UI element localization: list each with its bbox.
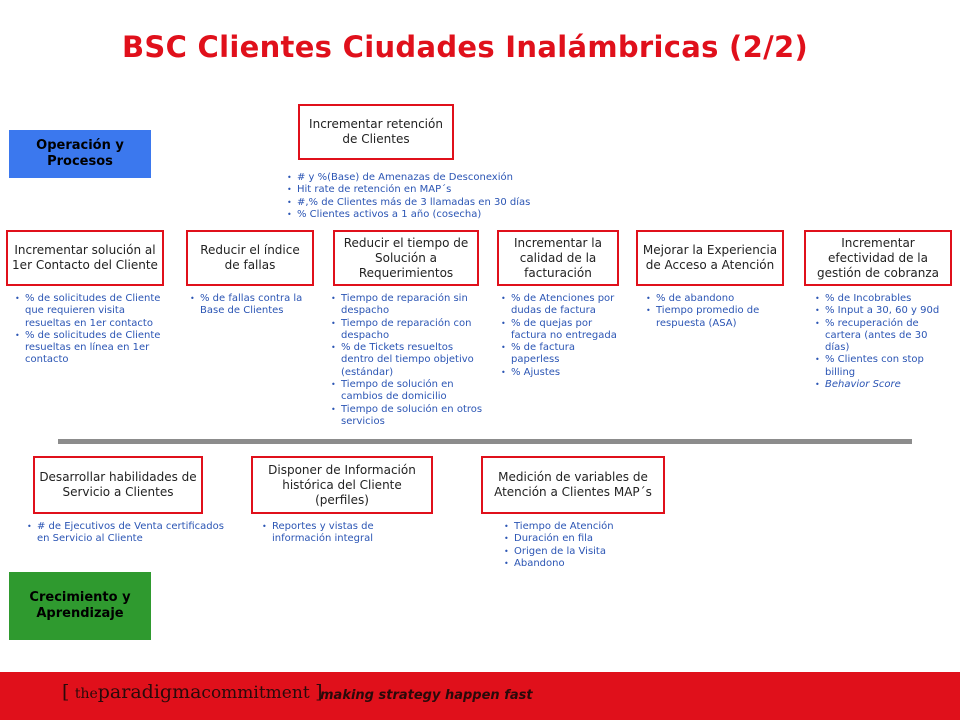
tagline: making strategy happen fast (320, 688, 533, 703)
kpi-item: • Hit rate de retención en MAP´s (287, 184, 567, 196)
kpi-list-tiempo-solucion (331, 293, 483, 428)
footer-bar (0, 672, 960, 720)
kpi-item: • # de Ejecutivos de Venta certificados en Servicio al Cliente (27, 521, 227, 546)
brand-logo (62, 681, 322, 703)
kpi-item: • Behavior Score (815, 379, 950, 391)
perspective-crecimiento-aprendizaje: Crecimiento y Aprendizaje (9, 572, 151, 640)
objective-medicion-variables: Medición de variables de Atención a Clientes MAP´s (481, 456, 665, 514)
kpi-item: • % de abandono (646, 293, 786, 305)
kpi-item-text: % de factura paperless (511, 342, 576, 366)
kpi-item: • #,% de Clientes más de 3 llamadas en 30 días (287, 197, 567, 209)
kpi-list-fallas (190, 293, 312, 318)
kpi-item: • % de fallas contra la Base de Clientes (190, 293, 312, 318)
logo-commitment: commitment (201, 683, 310, 703)
kpi-item: • Tiempo promedio de respuesta (ASA) (646, 305, 786, 330)
kpi-list-acceso (646, 293, 786, 330)
kpi-item: • Tiempo de Atención (504, 521, 664, 533)
objective-informacion-historica: Disponer de Información histórica del Cliente (perfiles) (251, 456, 433, 514)
kpi-list-habilidades (27, 521, 227, 546)
perspective-divider (58, 439, 912, 444)
kpi-list-1er-contacto (15, 293, 165, 367)
objective-experiencia-acceso: Mejorar la Experiencia de Acceso a Atención (636, 230, 784, 286)
logo-bracket-close: ] (315, 681, 323, 703)
page-title: BSC Clientes Ciudades Inalámbricas (2/2) (121, 30, 809, 64)
objective-solucion-1er-contacto: Incrementar solución al 1er Contacto del Cliente (6, 230, 164, 286)
kpi-item: • % de solicitudes de Cliente que requieren visita resueltas en 1er contacto (15, 293, 165, 330)
kpi-item: • % de solicitudes de Cliente resueltas en línea en 1er contacto (15, 330, 165, 367)
objective-calidad-facturacion: Incrementar la calidad de la facturación (497, 230, 619, 286)
kpi-item: • # y %(Base) de Amenazas de Desconexión (287, 172, 567, 184)
logo-paradigma: paradigma (97, 681, 202, 703)
kpi-item: • Tiempo de reparación con despacho (331, 318, 483, 343)
kpi-list-cobranza (815, 293, 950, 391)
objective-retencion-clientes: Incrementar retención de Clientes (298, 104, 454, 160)
kpi-list-informacion (262, 521, 422, 546)
kpi-item: • Duración en fila (504, 533, 664, 545)
kpi-item: • % Clientes con stop billing (815, 354, 950, 379)
logo-the: the (74, 686, 98, 702)
objective-tiempo-solucion: Reducir el tiempo de Solución a Requerimientos (333, 230, 479, 286)
kpi-item: • Origen de la Visita (504, 546, 664, 558)
kpi-item: • % de Tickets resueltos dentro del tiempo objetivo (estándar) (331, 342, 483, 379)
kpi-item: • Tiempo de solución en otros servicios (331, 404, 483, 429)
kpi-item: • % de quejas por factura no entregada (501, 318, 623, 343)
kpi-item: • % Clientes activos a 1 año (cosecha) (287, 209, 567, 221)
kpi-list-retencion (287, 172, 567, 221)
kpi-item: • Tiempo de reparación sin despacho (331, 293, 483, 318)
kpi-item (501, 342, 623, 367)
objective-habilidades-servicio: Desarrollar habilidades de Servicio a Clientes (33, 456, 203, 514)
kpi-item: • % Input a 30, 60 y 90d (815, 305, 950, 317)
kpi-item: • % de Atenciones por dudas de factura (501, 293, 623, 318)
kpi-item: • % de Incobrables (815, 293, 950, 305)
objective-gestion-cobranza: Incrementar efectividad de la gestión de cobranza (804, 230, 952, 286)
kpi-item: • Tiempo de solución en cambios de domicilio (331, 379, 483, 404)
objective-reducir-fallas: Reducir el índice de fallas (186, 230, 314, 286)
kpi-item: • Reportes y vistas de información integral (262, 521, 422, 546)
kpi-list-facturacion (501, 293, 623, 379)
kpi-item: • % recuperación de cartera (antes de 30 días) (815, 318, 950, 355)
perspective-operacion-procesos: Operación y Procesos (9, 130, 151, 178)
kpi-list-medicion (504, 521, 664, 570)
logo-bracket-open: [ (62, 681, 70, 703)
kpi-item: • Abandono (504, 558, 664, 570)
kpi-item: • % Ajustes (501, 367, 623, 379)
